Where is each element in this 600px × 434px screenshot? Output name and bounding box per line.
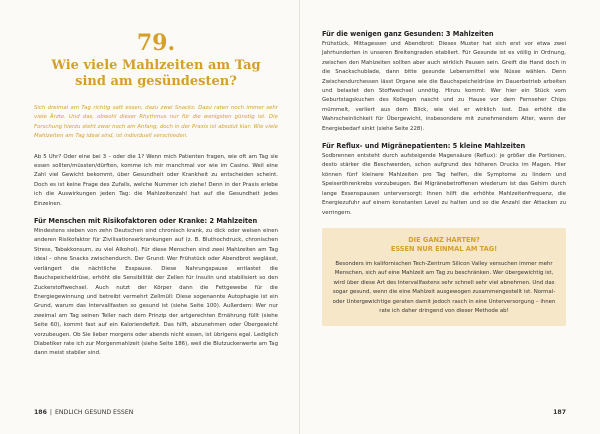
chapter-number: 79. (136, 30, 176, 56)
right-heading-2: Für Reflux- und Migränepatienten: 5 kleine Mahlzeiten (322, 142, 526, 151)
right-paragraph-1: Frühstück, Mittagessen und Abendbrot: Dieses Muster hat sich erst vor etwa zwei Jahrhunderten in unseren Breitengraden etabliert. Für Gesunde ist es völlig in Ordnung, zwischen den Mahlzeiten sollten aber auch wirklich Pausen sein. Greift die Hand doch in die Snackschublade, dann bitte gesunde Lebensmittel wie Nüsse wählen. Denn Zwischendurchessen lässt Organe wie die Bauchspeicheldrüse im Dauerbetrieb arbeiten und belastet den Stoffwechsel unnötig. Hinzu kommt: Wer hier ein Stück vom Geburtstagskuchen des Kollegen nascht und zu Hause vor dem Fernseher Chips mümmelt, verliert aus dem Blick, wie viel er wirklich isst. Das erhöht die Wahrscheinlichkeit für Übergewicht, insbesondere mit zunehmendem Alter, wenn der Energiebedarf sinkt (siehe Seite 228). (322, 41, 566, 132)
folio-separator: | (49, 409, 53, 416)
info-box-title-line2: ESSEN NUR EINMAL AM TAG! (390, 244, 498, 253)
info-box (322, 228, 566, 326)
chapter-intro: Sich dreimal am Tag richtig satt essen, dazu zwei Snacks: Dazu raten noch immer sehr viele Ärzte. Und das, obwohl dieser Rhythmus nur für die wenigsten günstig ist. Die Forschung hierzu steht zwar noch am Anfang, doch in der Praxis ist absolut klar: Wie viele Mahlzeiten am Tag ideal sind, ist individuell verschieden. (34, 105, 278, 140)
info-box-title (332, 236, 556, 254)
right-heading-1: Für die wenigen ganz Gesunden: 3 Mahlzeiten (322, 30, 494, 38)
folio-left (34, 409, 133, 416)
chapter-title (34, 58, 278, 90)
info-box-text: Besonders im kalifornischen Tech-Zentrum Silicon Valley versuchen immer mehr Menschen, sich auf eine Mahlzeit am Tag zu beschränken. Wer übergewichtig ist, wird über diese Art des Intervallfastens sehr schnell sehr viel abnehmen. Und das sogar gesund, wenn die eine Mahlzeit ausgewogen zusammengestellt ist. Normal- oder Untergewichtige geraten damit jedoch rasch in eine Unterversorgung – ihnen rate ich daher dringend von dieser Methode ab! (332, 260, 556, 314)
right-page (300, 0, 600, 434)
left-paragraph-2: Mindestens sieben von zehn Deutschen sind chronisch krank, zu dick oder weisen einen anderen Risikofaktor für Zivilisationserkrankungen auf (z. B. Bluthochdruck, chronischen Stress, Tabakkonsum, zu viel Alkohol). Für diese Menschen sind zwei Mahlzeiten am Tag ideal – ohne Snacks zwischendurch. Der Grund: Wer Frühstück oder Abendbrot weglässt, verlängert die nächtliche Esspause. Diese Nahrungspause entlastet die Bauchspeicheldrüse, erhöht die Sensibilität der Zellen für Insulin und stabilisiert so den Zuckerstoffwechsel. Auch nutzt der Körper dann die Fettgewebe für die Energiegewinnung und betreibt vermehrt Zellmüll: Diese sogenannte Autophagie ist ein Grund, warum das Intervallfasten so gesund ist (siehe Seite 100). Außerdem: Wer nur zweimal am Tag seinen Teller nach dem Prinzip der artgerechten Ernährung füllt (siehe Seite 60), kommt fast auf ein Kaloriendefizit. Das hilft, abzunehmen oder Übergewicht vorzubeugen. Ob Sie lieber morgens oder abends nicht essen, ist übrigens egal. Lediglich Diabetiker rate ich zur Morgenmahlzeit (siehe Seite 186), weil die Blutzuckerwerte am Tag dann meist stabiler sind. (34, 228, 278, 357)
left-heading-1: Für Menschen mit Risikofaktoren oder Kranke: 2 Mahlzeiten (34, 217, 258, 226)
page-number-right: 187 (553, 409, 566, 416)
right-paragraph-2: Sodbrennen entsteht durch aufsteigende Magensäure (Reflux): je größer die Portionen, desto stärker die Beschwerden, schon aufgrund des höheren Drucks im Magen. Hier können fünf kleinere Mahlzeiten pro Tag helfen, die Symptome zu lindern und Speiseröhrenkrebs vorzubeugen. Bei Migränebetroffenen wiederum ist das Gehirn durch lange Essenspausen unterversorgt: Ihnen hilft die erhöhte Mahlzeitenfrequenz, die Energiezufuhr auf einem konstanten Level zu halten und so die Anzahl der Attacken zu verringern. (322, 153, 566, 216)
page-number-left: 186 (34, 409, 47, 416)
info-box-title-line1: DIE GANZ HARTEN? (408, 235, 480, 244)
left-paragraph-1: Ab 5 Uhr? Oder eine bei 3 – oder die 1? Wenn mich Patienten fragen, wie oft am Tag sie essen sollten/müssten/dürften, komme ich mir manchmal vor wie im Casino. Weil eine Zahl viel Gewicht bekommt, über Gesundheit oder Krankheit zu entscheiden scheint. Doch es ist keine Frage des Zufalls, welche Nummer ich ziehe! Denn in der Praxis erlebe ich die Auswirkungen jeden Tag: die Mahlzeitenzahl hat auf die Gesundheit jedes Einzelnen. (34, 153, 278, 207)
chapter-title-line2: sind am gesündesten? (75, 74, 237, 89)
chapter-title-line1: Wie viele Mahlzeiten am Tag (51, 58, 261, 73)
running-title: ENDLICH GESUND ESSEN (55, 409, 134, 416)
